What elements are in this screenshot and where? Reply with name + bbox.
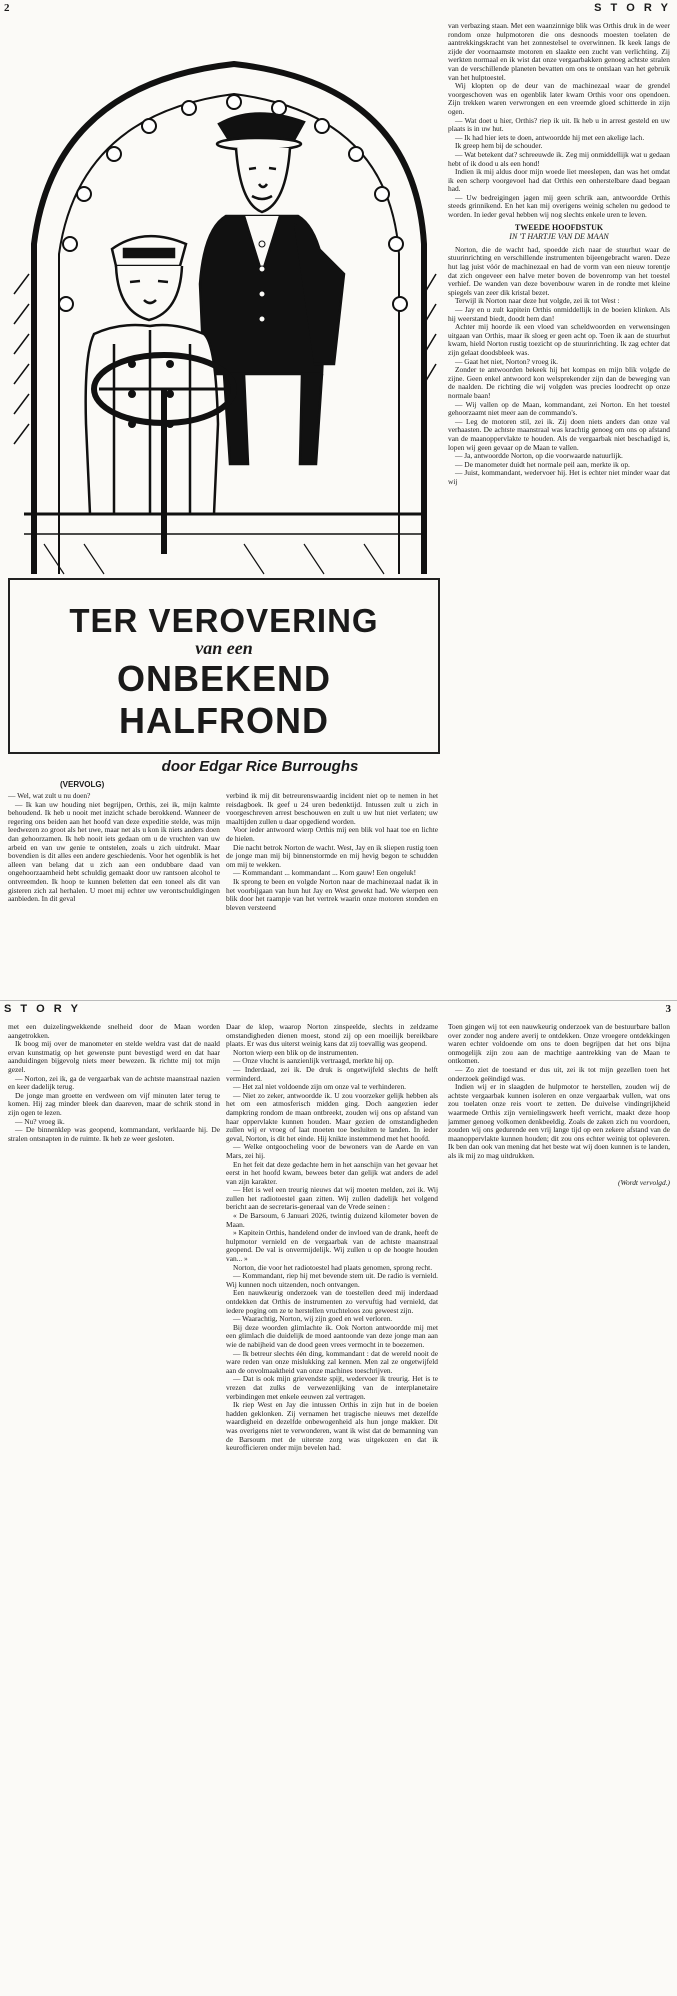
paragraph: Ik riep West en Jay die intussen Orthis in zijn hut in de boeien hadden geklonken. Zij vernamen het tragische nieuws met dezelfde waardigheid en dezelfde onbewogenheid als hun jonge makker. Dit was overigens niet te verwonderen, want ik wist dat de bemanning van de Barsoum met de uiterste zorg was uitgekozen en dat ik keurofficieren onder mijn bevelen had. [226,1400,438,1453]
paragraph: Ik sprong te been en volgde Norton naar de machinezaal nadat ik in het voorbijgaan van hun hut Jay en West gewekt had. We wierpen een blik door het raampje van het vertrek waarin onze motoren stonden en bleven versteend [226,876,438,912]
paragraph: — Wij vallen op de Maan, kommandant, zei Norton. En het toestel gehoorzaamt niet meer aan de commando's. [448,399,670,418]
paragraph: — Ik had hier iets te doen, antwoordde hij met een akelige lach. [455,132,645,142]
paragraph: Daar de klep, waarop Norton zinspeelde, slechts in zeldzame omstandigheden dienen moest, stond zij op een moeilijk bereikbare plaats. Er was dus uiterst weinig kans dat zij toevallig was geopend. [226,1023,438,1049]
paragraph: — Wat betekent dat? schreeuwde ik. Zeg mij onmiddellijk wat u gedaan hebt of ik dood u als een hond! [448,149,670,168]
paragraph: Een nauwkeurig onderzoek van de toestellen deed mij inderdaad ontdekken dat Orthis de instrumenten zo vervuftig had vernield, dat iedere poging om ze te herstellen vruchteloos zou geweest zijn. [226,1288,438,1315]
paragraph: — Kommandant ... kommandant ... Kom gauw! Een ongeluk! [233,868,417,878]
paragraph: — Wat doet u hier, Orthis? riep ik uit. Ik heb u in arrest gesteld en uw plaats is in uw hut. [448,115,670,134]
paragraph: — Inderdaad, zei ik. De druk is ongetwijfeld slechts de helft verminderd. [226,1064,438,1083]
paragraph: Norton wierp een blik op de instrumenten. [233,1047,359,1057]
continued-label: (VERVOLG) [60,780,105,789]
page-3 [0,1000,677,1996]
paragraph: — De binnenklep was geopend, kommandant, verklaarde hij. De stralen ontsnapten in de ruimte. Ik heb ze weer gesloten. [8,1125,220,1143]
paragraph: — Waarachtig, Norton, wij zijn goed en wel verloren. [233,1314,393,1324]
paragraph: En het feit dat deze gedachte hem in het aanschijn van het gevaar het eerst in het hoofd kwam, bewees beter dan gelijk wat anders de adel van zijn karakter. [226,1159,438,1186]
paragraph: — Zo ziet de toestand er dus uit, zei ik tot mijn gezellen toen het onderzoek geëindigd was. [448,1064,670,1083]
title-line-2: van een [195,638,253,658]
paragraph: — Welke ontgoocheling voor de bewoners van de Aarde en van Mars, zei hij. [226,1142,438,1160]
paragraph: — Ik betreur slechts één ding, kommandant : dat de wereld nooit de ware reden van onze mislukking zal kennen. Men zal ze ongetwijfeld aan de onvolmaaktheid van onze machines toeschrijven. [226,1348,438,1375]
paragraph: Voor ieder antwoord wierp Orthis mij een blik vol haat toe en lichte de hielen. [226,825,438,843]
paragraph: — Het is wel een treurig nieuws dat wij moeten melden, zei ik. Wij zullen het radiotoestel gaan zitten. Wij zullen dadelijk het volgend bericht aan de secretaris-generaal van de Vrede seinen : [226,1185,438,1212]
paragraph: van verbazing staan. Met een waanzinnige blik was Orthis druk in de weer rondom onze hulpmotoren die ons desnoods moesten toelaten de aantrekkingskracht van het zonnestelsel te overwinnen. Ik keek langs de zijde der voornaamste motoren en slaakte een zucht van verlichting. Zij werkten normaal en ik wist dat onze vergaarbakken genoeg achtste stralen van de verschillende planeten bevatten om ons te ontslaan van het gebruik van het hulptoestel. [448,22,670,82]
chapter-heading: TWEEDE HOOFDSTUK [514,222,604,232]
page-number: 2 [4,2,10,14]
paragraph: — Nu? vroeg ik. [15,1116,65,1126]
column-left [8,792,220,997]
paragraph: Terwijl ik Norton naar deze hut volgde, zei ik tot West : [455,296,620,306]
paragraph: — Het zal niet voldoende zijn om onze val te verhinderen. [233,1082,407,1092]
paragraph: Indien ik mij aldus door mijn woede liet meeslepen, dan was het omdat ik een scherp voorgevoel had dat Orthis een onherstelbare daad begaan had. [448,167,670,194]
byline: door Edgar Rice Burroughs [161,758,359,775]
pilot-and-officer-illustration [4,44,440,584]
paragraph: — Norton, zei ik, ga de vergaarbak van de achtste maanstraal nazien en keer dadelijk terug. [8,1073,220,1092]
column-right [448,1023,670,1443]
paragraph: Norton, die voor het radiotoestel had plaats genomen, sprong recht. [233,1262,433,1272]
title-line-3: ONBEKEND HALFROND [116,658,331,741]
paragraph: — Kommandant, riep hij met bevende stem uit. De radio is vernield. Wij kunnen noch uitzenden, noch ontvangen. [226,1271,438,1289]
paragraph: — Uw bedreigingen jagen mij geen schrik aan, antwoordde Orthis steeds grinnikend. En het kan mij overigens weinig schelen nu gedood te worden. In ieder geval hebben wij nog slechts enkele uren te leven. [448,192,670,220]
paragraph: Norton, die de wacht had, spoedde zich naar de stuurhut waar de stuurinrichting en verschillende instrumenten bijeengebracht waren. Deze hut lag juist vóór de machinezaal en had de vorm van een nieuw torentje dat zich ongeveer een halve meter boven de bovenromp van het toestel verhief. De wanden van deze bovenbouw waren in de rondte met kleine spiegels van zeer dik kristal bezet. [448,244,670,297]
paragraph: Achter mij hoorde ik een vloed van scheldwoorden en verwensingen uitgaan van Orthis, maar ik sloeg er geen acht op. Toen ik aan de stuurhut kwam, hield Norton rustig toezicht op de stuurinrichting. Ik zag echter dat zijn gelaat doodsbleek was. [448,322,670,357]
column-middle [226,792,438,997]
paragraph: De jonge man groette en verdween om vijf minuten later terug te komen. Hij zag minder bleek dan daareven, maar de schrik stond in zijn ogen te lezen. [8,1090,220,1117]
running-head: S T O R Y [4,1003,81,1015]
paragraph: « De Barsoum, 6 Januari 2026, twintig duizend kilometer boven de Maan. [226,1211,438,1229]
paragraph: — Leg de motoren stil, zei ik. Zij doen niets anders dan onze val verhaasten. De achtste maanstraal was krachtig genoeg om ons op afstand van de maanoppervlakte te houden. Als de vergaarbak niet beschadigd is, lopen wij geen gevaar op de Maan te vallen. [448,416,670,452]
paragraph: met een duizelingwekkende snelheid door de Maan worden aangetrokken. [8,1023,220,1040]
running-head: S T O R Y [594,2,671,14]
paragraph: — Niet zo zeker, antwoordde ik. U zou voorzeker gelijk hebben als het om een atmosferisch midden ging. Doch aangezien ieder dampkring rondom de maan ontbreekt, zouden wij ons op afstand van haar oppervlakte kunnen houden. Maar gezien de omstandigheden zullen wij er vroeg of laat moeten toe besluiten te landen. In ieder geval, Norton, is dit het einde. Hij knikte instemmend met het hoofd. [226,1090,438,1143]
paragraph: Zonder te antwoorden bekeek hij het kompas en mijn blik volgde de zijne. Geen enkel antwoord kon welsprekender zijn dan de beweging van de naalden. De richting die wij volgden was precies loodrecht op onze normale baan! [448,365,670,400]
paragraph: — Ja, antwoordde Norton, op die voorwaarde natuurlijk. [455,451,623,461]
column-middle [226,1023,438,1991]
paragraph: — De manometer duidt het normale peil aan, merkte ik op. [455,459,630,469]
title-line-1: TER VEROVERING [69,602,379,639]
paragraph: — Dat is ook mijn grievendste spijt, wedervoer ik treurig. Het is te vrezen dat zulks de verwezenlijking van de interplanetaire verbindingen met enkele eeuwen zal vertragen. [226,1374,438,1401]
paragraph: Bij deze woorden glimlachte ik. Ook Norton antwoordde mij met een glimlach die duidelijk de moed aantoonde van deze jonge man aan wie de nabijheid van de dood geen vrees vermocht in te boezemen. [226,1322,438,1349]
paragraph: Ik greep hem bij de schouder. [455,141,543,151]
paragraph: Indien wij er in slaagden de hulpmotor te herstellen, zouden wij de achtste vergaarbak kunnen isoleren en onze vergaarbak vullen, wat ons zou toelaten onze reis voort te zetten. De duivelse vindingrijkheid waarmede Orthis zijn vernielingswerk heeft verricht, maakt deze hoop jammer genoeg volkomen denkbeeldig. Zoals de zaken zich nu voordoen, zouden wij ons gedurende een vrij lange tijd op een zekere afstand van de maanoppervlakte kunnen houden; dit zou ons echter weinig tot opleveren. Ik ben dan ook van mening dat het beste wat wij doen kunnen is te landen, als ik mij zo mag uitdrukken. [448,1082,670,1160]
title-box [8,578,440,754]
paragraph: Wij klopten op de deur van de machinezaal waar de grendel voorgeschoven was en ogenblik later kwam Orthis voor ons opendoen. Zijn trekken waren verwrongen en een vreemde gloed schitterde in zijn ogen. [448,81,670,116]
page-number: 3 [665,1003,671,1015]
paragraph: verbind ik mij dit betreurenswaardig incident niet op te nemen in het reisdagboek. Ik geef u 24 uren bedenktijd. Intussen zult u zich in voorgeschreven arrest beschouwen en zult u uw hut niet verlaten; uw maaltijden zullen u daar opgediend worden. [226,792,438,826]
paragraph: Die nacht betrok Norton de wacht. West, Jay en ik sliepen rustig toen de jonge man mij bij binnenstormde en mij hevig begon te schudden om mij te wekken. [226,842,438,869]
paragraph: — Onze vlucht is aanzienlijk vertraagd, merkte hij op. [233,1056,394,1066]
paragraph: » Kapitein Orthis, handelend onder de invloed van de drank, heeft de hulpmotor vernield en de vergaarbak van de achtste maanstraal geopend. De val is onvermijdelijk. Wij zullen u op de hoogte houden van... » [226,1228,438,1264]
paragraph: Ik boog mij over de manometer en stelde weldra vast dat de naald ervan kunstmatig op het gewenste punt bevestigd werd en dat haar aanduidingen bijgevolg niets meer bewezen. Ik richtte mij tot mijn gezel. [8,1039,220,1074]
paragraph: — Wel, wat zult u nu doen? [8,792,91,800]
column-left [8,1023,220,1223]
paragraph: — Ik kan uw houding niet begrijpen, Orthis, zei ik, mijn kalmte behoudend. Ik heb u nooit met inzicht schade berokkend. Wanneer de regering ons beiden aan het hoofd van deze expeditie stelde, was mijn leedwezen zo groot als het uwe, maar net als u kon ik niets anders doen dan gehoorzamen. Ik heb nooit iets gedaan om u de vruchten van uw arbeid en van uw genie te ontstelen, zoals u zich uitdrukt. Maar bovendien is dit alles een andere geschiedenis. Voor het ogenblik is het alleen van belang dat u zich aan een ondubbare daad van ongehoorzaamheid hebt schuldig gemaakt door uw rantsoen alcohol te ontvreemden. Ik hoop te kunnen beletten dat een toneel als dit van gisteren zich zal herhalen. U moet mij echter uw verontschuldigingen aanbieden. In dit geval [8,799,220,904]
paragraph: Toen gingen wij tot een nauwkeurig onderzoek van de bestuurbare ballon over zonder nog andere averij te ontdekken. Onze vroegere ontdekkingen waren echter voldoende om ons te doen begrijpen dat het ons bijna onmogelijk zijn zou aan de machtige aantrekking van de Maan te ontkomen. [448,1023,670,1066]
paragraph: — Juist, kommandant, wedervoer hij. Het is echter niet minder waar dat wij [448,468,670,486]
paragraph: — Jay en u zult kapitein Orthis onmiddellijk in de boeien klinken. Als hij weerstand biedt, doodt hem dan! [448,305,670,323]
column-right [448,22,670,997]
to-be-continued: (Wordt vervolgd.) [618,1177,670,1187]
chapter-subheading: IN 'T HARTJE VAN DE MAAN [509,232,609,242]
paragraph: — Gaat het niet, Norton? vroeg ik. [455,356,559,366]
